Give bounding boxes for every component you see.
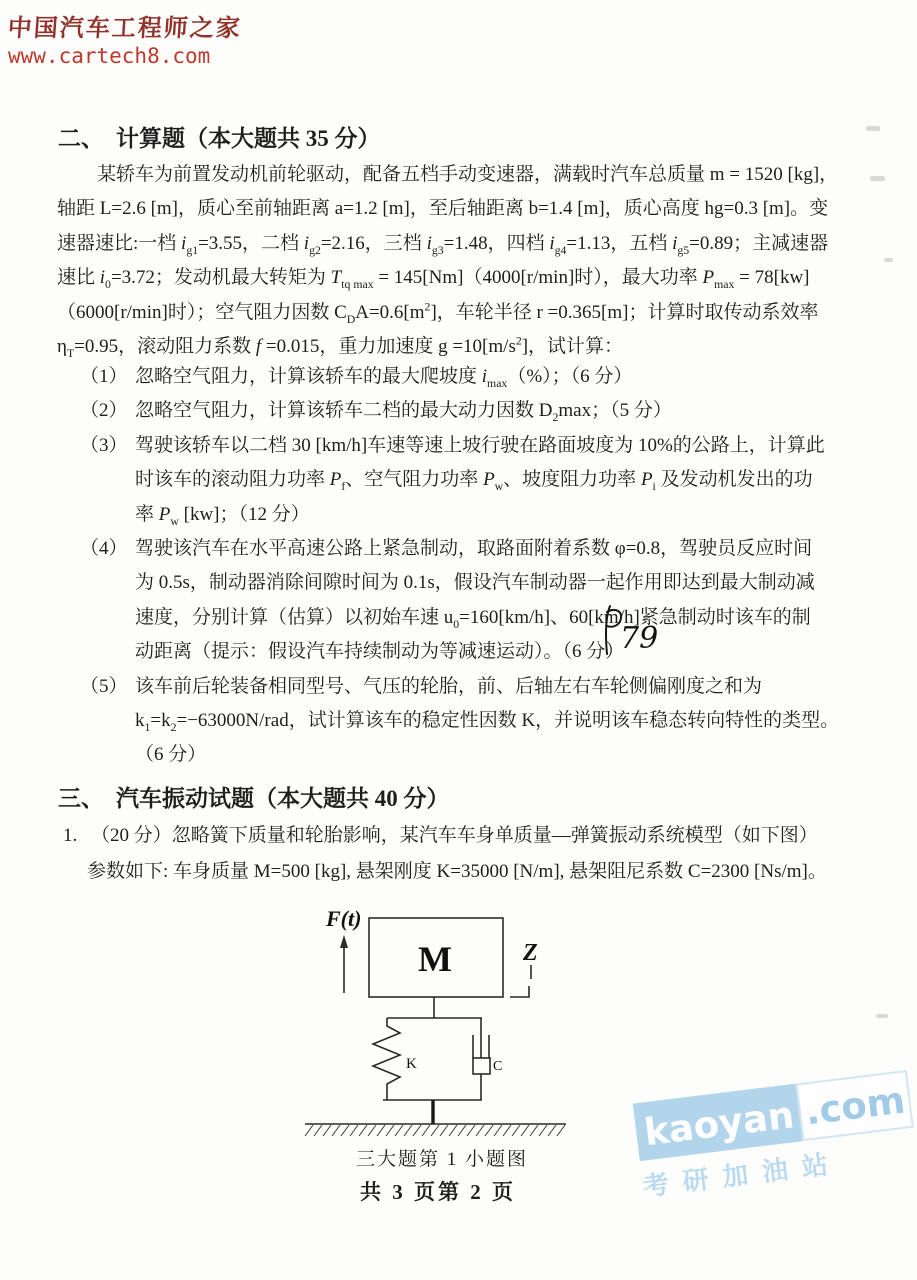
- subquestion-3: [80, 429, 890, 532]
- question1-line: 参数如下: 车身质量 M=500 [kg], 悬架刚度 K=35000 [N/m], 悬架阻尼系数 C=2300 [Ns/m]。: [87, 861, 827, 882]
- scan-artifact: [866, 126, 880, 131]
- spring: [373, 1018, 400, 1100]
- subquestion-text: 动距离（提示：假设汽车持续制动为等减速运动）。（6 分）: [135, 641, 625, 663]
- subquestion-2: [80, 394, 890, 428]
- problem-statement: [57, 158, 877, 364]
- intro-line: 速比 $i_0=3.72$；发动机最大转矩为 $T_{tq max} = 145[Nm](4000[r/\min]$时），最大功率 $P_{max} = 78[kw]$: [57, 267, 810, 291]
- intro-line: 速器速比:一档 $i_{g1}=3.55$，二档 $i_{g2}=2.16$，三档 $i_{g3}=1.48$，四档 $i_{g4}=1.13$，五档 $i_{g5}=0.89$；主减速器: [57, 232, 829, 257]
- intro-line: （6000[r/min]时）；空气阻力因数 $C_DA=0.6[m^2]$，车轮半径 r =0.365[m]；计算时取传动系效率: [57, 300, 819, 326]
- subquestion-text: 忽略空气阻力，计算该轿车的最大爬坡度 $i_{max}(\%)$；（6 分）: [135, 366, 633, 390]
- subquestion-text: 该车前后轮装备相同型号、气压的轮胎，前、后轴左右车轮侧偏刚度之和为: [135, 675, 763, 697]
- vibration-model-diagram: [280, 898, 660, 1156]
- ground-hatching: [305, 1125, 565, 1136]
- subquestion-text: 为 0.5s，制动器消除间隙时间为 0.1s，假设汽车制动器一起作用即达到最大制动减: [135, 572, 815, 594]
- handwritten-score-text: 79: [620, 621, 659, 656]
- subquestion-4: [80, 532, 890, 670]
- subquestion-5: [80, 670, 890, 773]
- section2-title: 计算题（本大题共 35 分）: [116, 126, 381, 151]
- subquestion-list: [80, 360, 890, 773]
- site-logo: [8, 8, 242, 68]
- scan-artifact: [870, 176, 885, 181]
- handwritten-score-mark: [596, 602, 666, 674]
- kaoyan-logo-left: kaoyan: [633, 1084, 803, 1162]
- subquestion-number: （3）: [80, 434, 128, 456]
- subquestion-text: 时该车的滚动阻力功率 $P_f$、空气阻力功率 $P_w$、坡度阻力功率 $P_i$ 及发动机发出的功: [135, 469, 813, 493]
- subquestion-text: 率 $P_w$ [kw]；（12 分）: [135, 503, 310, 528]
- subquestion-1: [80, 360, 890, 394]
- subquestion-text: 驾驶该汽车在水平高速公路上紧急制动，取路面附着系数 φ=0.8，驾驶员反应时间: [135, 537, 813, 559]
- page-number: 共 3 页第 2 页: [360, 1180, 516, 1204]
- intro-line: 轴距 L=2.6 [m]，质心至前轴距离 a=1.2 [m]，至后轴距离 b=1.4 [m]，质心高度 hg=0.3 [m]。变: [57, 198, 829, 220]
- damper-body: [473, 1058, 490, 1074]
- coordinate-datum: [510, 986, 529, 997]
- site-logo-title: 中国汽车工程师之家: [6, 13, 243, 42]
- scan-artifact: [876, 1014, 888, 1018]
- subquestion-number: （5）: [80, 675, 128, 697]
- section3-number: 三、: [58, 786, 104, 811]
- subquestion-text: 驾驶该轿车以二档 30 [km/h]车速等速上坡行驶在路面坡度为 10%的公路上，计算此: [135, 434, 825, 456]
- force-arrowhead: [340, 935, 348, 948]
- spring-label: K: [406, 1056, 417, 1072]
- subquestion-number: （2）: [80, 400, 128, 422]
- figure-caption: 三大题第 1 小题图: [356, 1149, 529, 1170]
- kaoyan-tagline: 考研加油站: [641, 1148, 844, 1203]
- kaoyan-logo-right: .com: [796, 1070, 914, 1141]
- force-label: F(t): [326, 906, 362, 931]
- kaoyan-watermark: [633, 1073, 908, 1204]
- mass-label: M: [418, 939, 452, 979]
- intro-line: 某轿车为前置发动机前轮驱动，配备五档手动变速器，满载时汽车总质量 m = 1520 [kg]，: [97, 164, 839, 185]
- section2-number: 二、: [58, 126, 104, 151]
- subquestion-text: $k_1=k_2=-63000N$/rad，试计算该车的稳定性因数 K，并说明该车稳态转向特性的类型。: [135, 709, 840, 734]
- question1-line: （20 分）忽略簧下质量和轮胎影响，某汽车车身单质量—弹簧振动系统模型（如下图）: [91, 825, 818, 846]
- coordinate-label: Z: [523, 940, 538, 966]
- subquestion-text: 速度，分别计算（估算）以初始车速 $u_0=160[km/h]$、60[km/h]紧急制动时该车的制: [135, 606, 811, 631]
- scan-artifact: [884, 258, 893, 262]
- section3-title: 汽车振动试题（本大题共 40 分）: [116, 786, 450, 811]
- subquestion-number: （1）: [80, 366, 128, 387]
- subquestion-text: 忽略空气阻力，计算该轿车二档的最大动力因数 $D_2\max$；（5 分）: [135, 400, 672, 425]
- intro-line: $\eta_T=0.95$，滚动阻力系数 f =0.015，重力加速度 $g =10[m/s^2]$，试计算：: [57, 334, 624, 360]
- site-logo-url: www.cartech8.com: [8, 44, 211, 68]
- section2-heading: [58, 120, 381, 153]
- subquestion-number: （4）: [80, 537, 128, 559]
- damper-label: C: [493, 1059, 503, 1074]
- section3-heading: [58, 780, 450, 813]
- question1-number: 1.: [63, 825, 78, 846]
- subquestion-text: （6 分）: [135, 744, 207, 766]
